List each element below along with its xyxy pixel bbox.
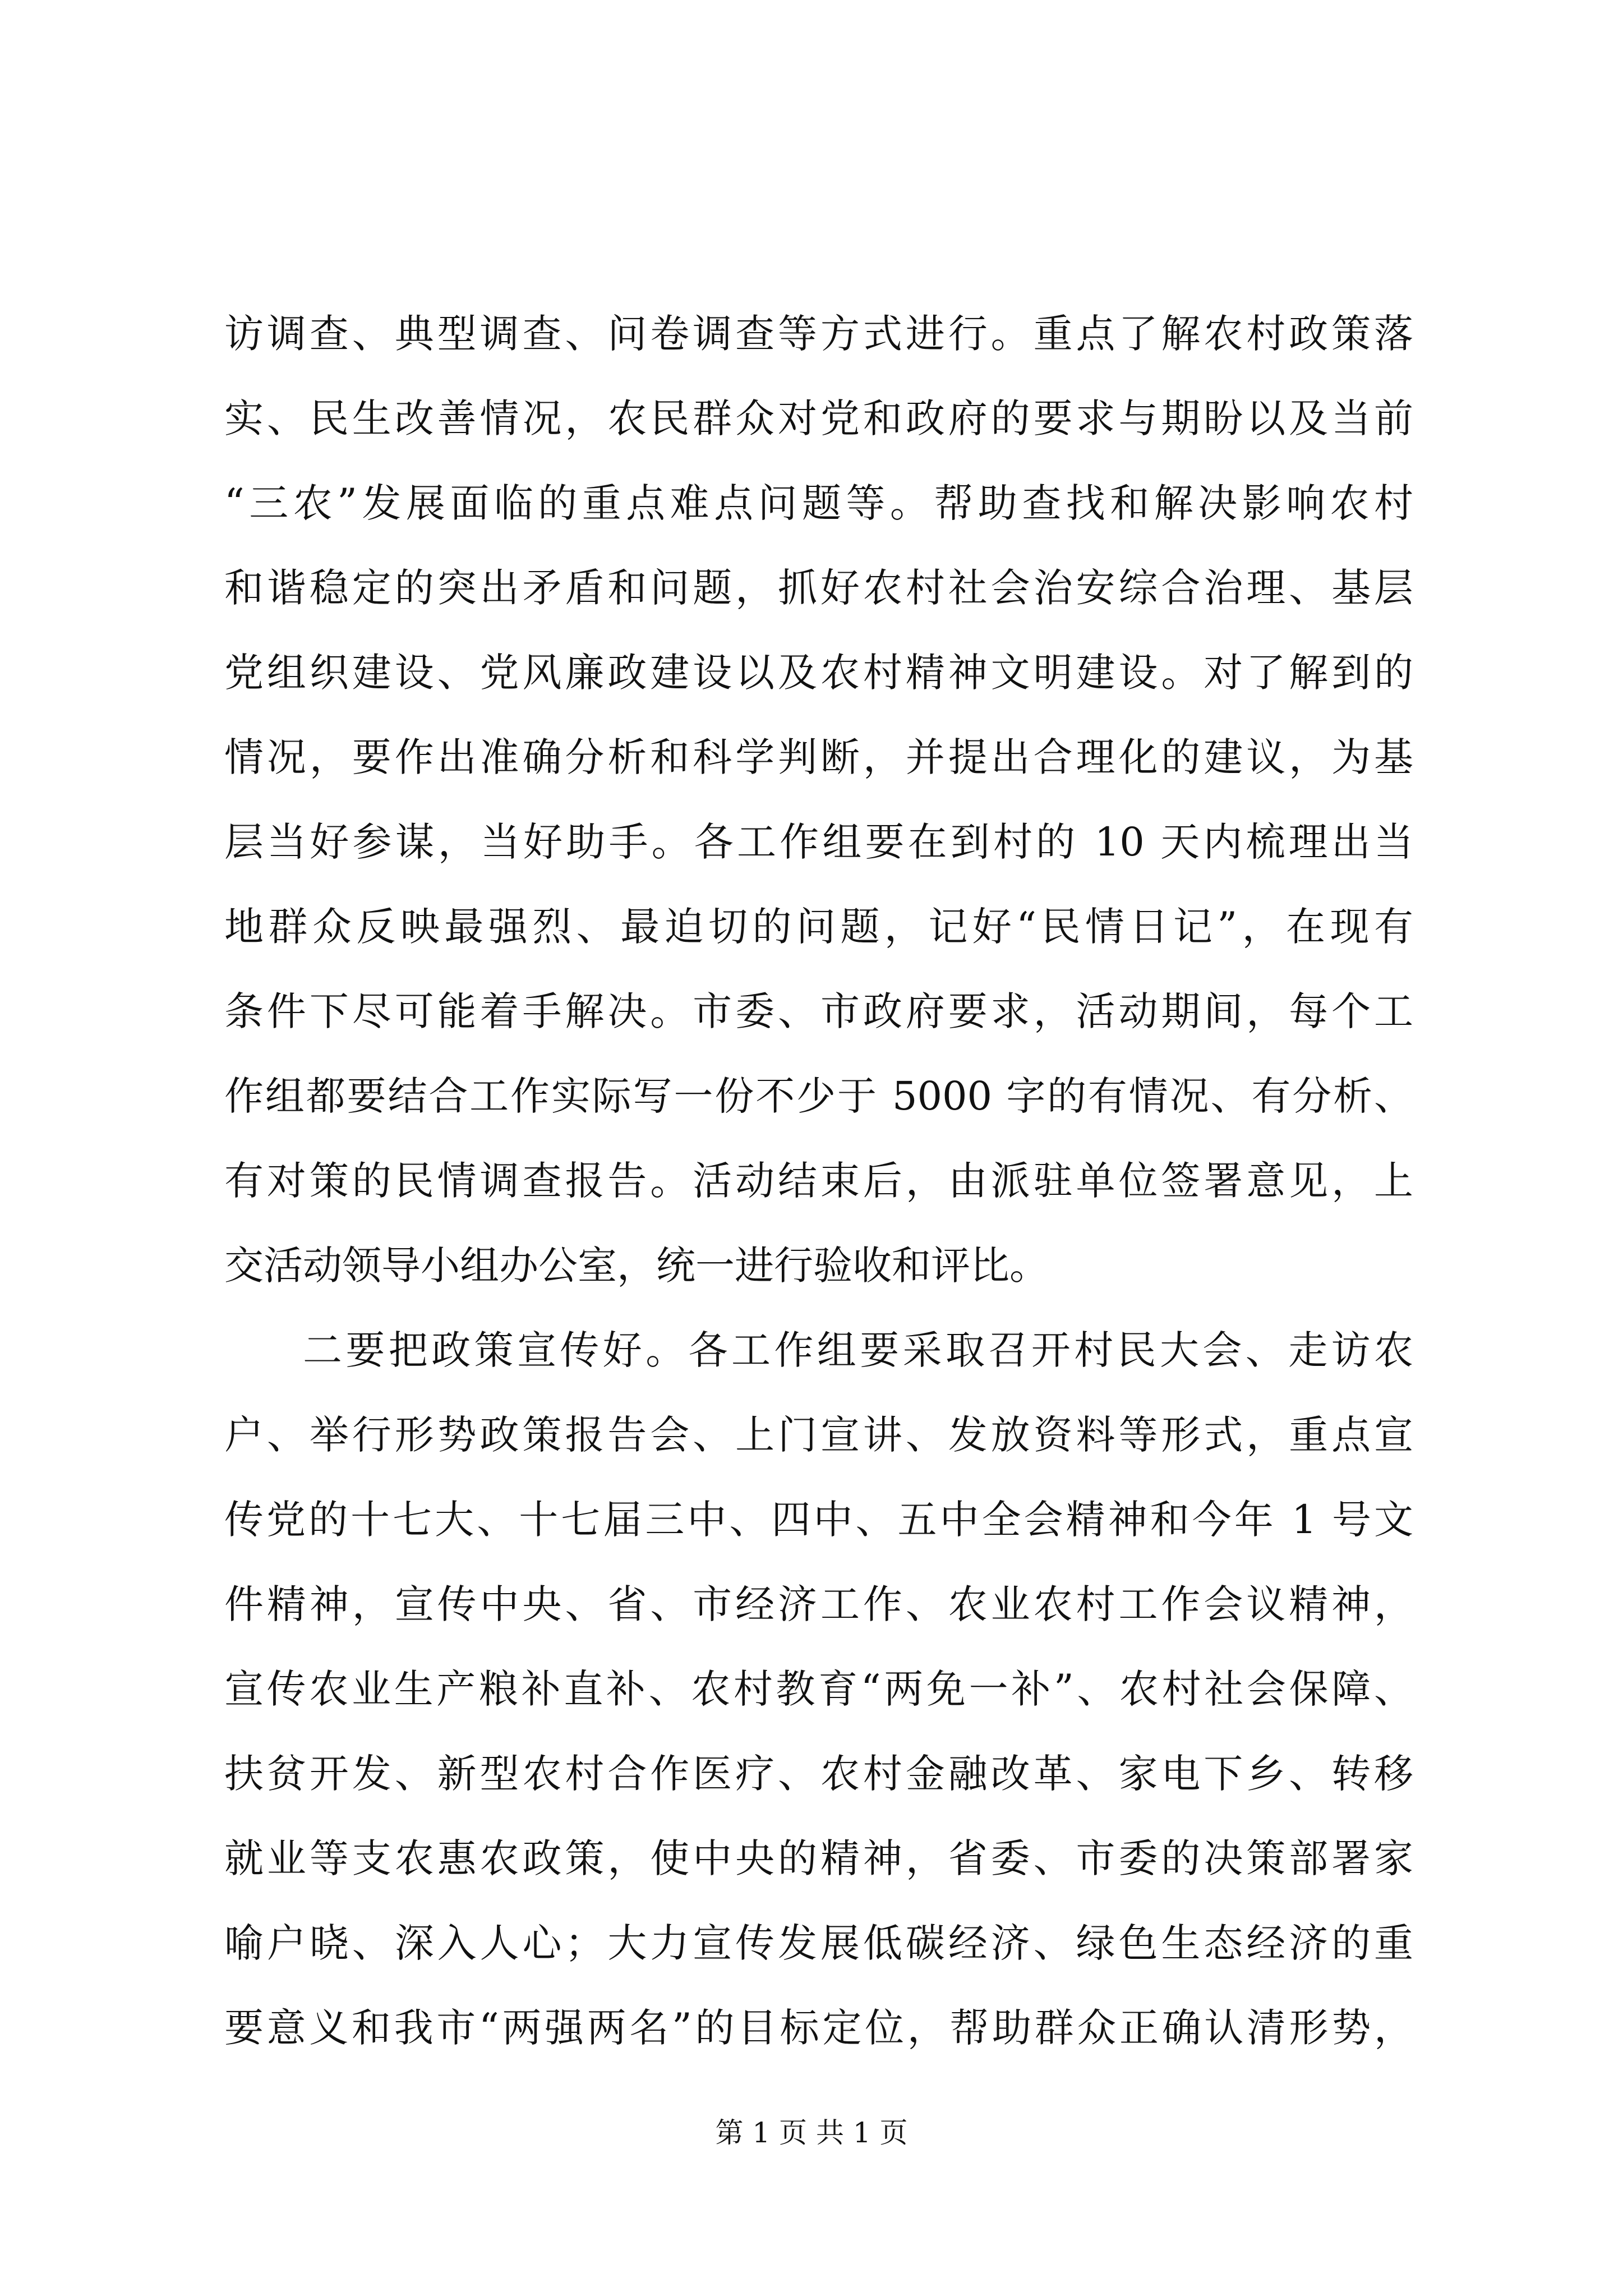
text-line: 交活动领导小组办公室，统一进行验收和评比。 [224, 1243, 1049, 1289]
text-line: 和谐稳定的突出矛盾和问题，抓好农村社会治安综合治理、基层 [224, 565, 1413, 611]
text-line: 实、民生改善情况，农民群众对党和政府的要求与期盼以及当前 [224, 395, 1413, 441]
text-line: 地群众反映最强烈、最迫切的问题，记好“民情日记”，在现有 [224, 904, 1413, 950]
document-body [224, 292, 1413, 2070]
text-line: 党组织建设、党风廉政建设以及农村精神文明建设。对了解到的 [224, 650, 1413, 696]
text-line: 户、举行形势政策报告会、上门宣讲、发放资料等形式，重点宣 [224, 1412, 1413, 1458]
paragraph-1 [224, 292, 1413, 1308]
page-footer [0, 2110, 1623, 2151]
text-line: 传党的十七大、十七届三中、四中、五中全会精神和今年 1 号文 [224, 1497, 1413, 1543]
page-number: 第 1 页 共 1 页 [715, 2116, 908, 2149]
text-line: “三农”发展面临的重点难点问题等。帮助查找和解决影响农村 [224, 480, 1413, 526]
text-line: 二要把政策宣传好。各工作组要采取召开村民大会、走访农 [303, 1327, 1413, 1373]
text-line: 喻户晓、深入人心；大力宣传发展低碳经济、绿色生态经济的重 [224, 1920, 1413, 1966]
text-line: 扶贫开发、新型农村合作医疗、农村金融改革、家电下乡、转移 [224, 1751, 1413, 1797]
text-line: 层当好参谋，当好助手。各工作组要在到村的 10 天内梳理出当 [224, 819, 1413, 865]
paragraph-2 [224, 1308, 1413, 2070]
text-line: 有对策的民情调查报告。活动结束后，由派驻单位签署意见，上 [224, 1158, 1413, 1204]
text-line: 就业等支农惠农政策，使中央的精神，省委、市委的决策部署家 [224, 1835, 1413, 1881]
text-line: 宣传农业生产粮补直补、农村教育“两免一补”、农村社会保障、 [224, 1666, 1413, 1712]
text-line: 件精神，宣传中央、省、市经济工作、农业农村工作会议精神， [224, 1581, 1413, 1627]
text-line: 情况，要作出准确分析和科学判断，并提出合理化的建议，为基 [224, 734, 1413, 780]
text-line: 作组都要结合工作实际写一份不少于 5000 字的有情况、有分析、 [224, 1073, 1413, 1119]
text-line: 条件下尽可能着手解决。市委、市政府要求，活动期间，每个工 [224, 988, 1413, 1034]
text-line: 要意义和我市“两强两名”的目标定位，帮助群众正确认清形势， [224, 2005, 1413, 2051]
text-line: 访调查、典型调查、问卷调查等方式进行。重点了解农村政策落 [224, 311, 1413, 357]
